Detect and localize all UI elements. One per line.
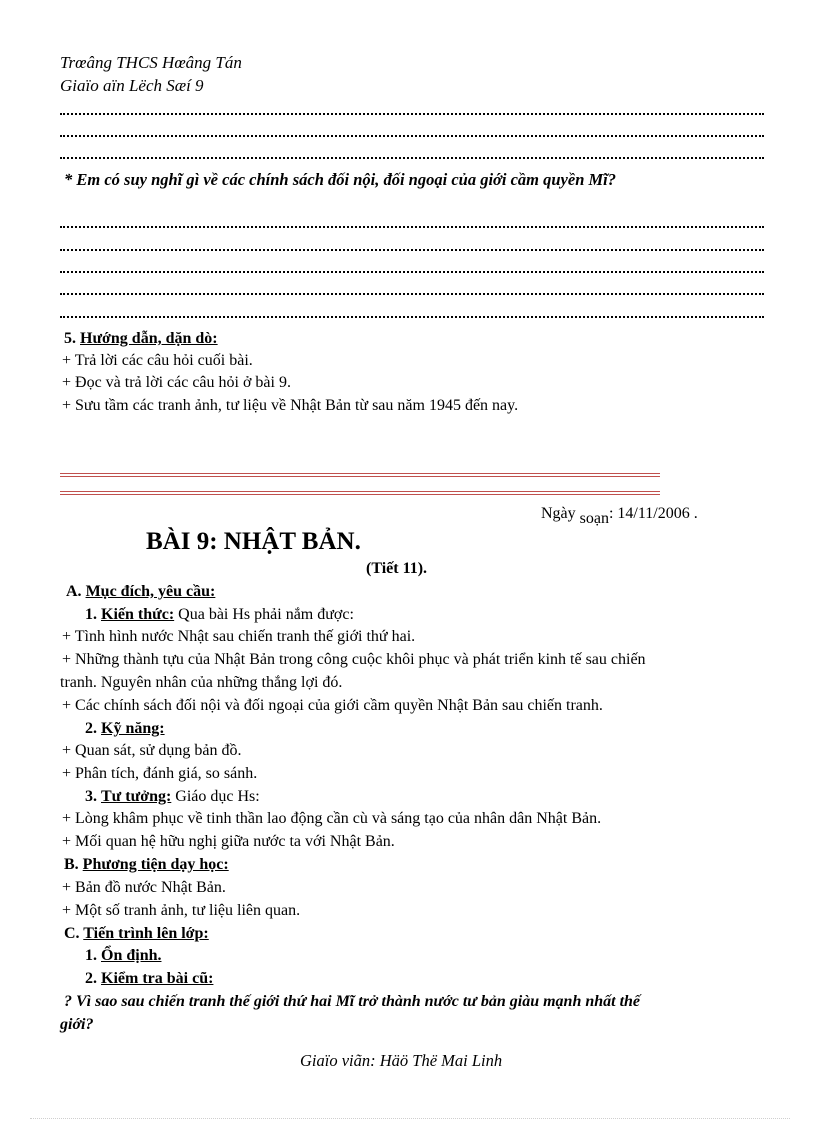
question-mi-policy: * Em có suy nghĩ gì về các chính sách đối nội, đối ngoại của giới cầm quyền Mĩ?: [64, 170, 617, 189]
answer-line: [60, 316, 764, 318]
review-question-line: giới?: [60, 1016, 94, 1033]
answer-line: [60, 113, 764, 115]
divider-line: [60, 494, 660, 495]
section-a2-heading: [85, 720, 165, 738]
attitude-item: + Lòng khâm phục về tinh thần lao động cần cù và sáng tạo của nhân dân Nhật Bản.: [62, 810, 602, 827]
answer-line: [60, 226, 764, 228]
section-c2-heading: [85, 970, 213, 988]
knowledge-item: tranh. Nguyên nhân của những thắng lợi đó.: [60, 674, 343, 691]
section-b-title: Phương tiện dạy học:: [82, 856, 229, 873]
lesson-plan-subject: Giaïo aïn Lëch Sæí 9: [60, 76, 204, 95]
section-c-title: Tiến trình lên lớp:: [83, 925, 209, 942]
preparation-date: [541, 505, 698, 527]
knowledge-item: + Các chính sách đối nội và đối ngoại của giới cầm quyền Nhật Bản sau chiến tranh.: [62, 697, 603, 714]
answer-line: [60, 135, 764, 137]
section-5-item: + Sưu tầm các tranh ảnh, tư liệu về Nhật Bản từ sau năm 1945 đến nay.: [62, 397, 519, 414]
section-5-title: Hướng dẫn, dặn dò:: [80, 330, 218, 347]
divider-line: [60, 476, 660, 477]
materials-item: + Bản đồ nước Nhật Bản.: [62, 879, 226, 896]
date-label: Ngày: [541, 505, 576, 522]
skill-item: + Quan sát, sử dụng bản đồ.: [62, 742, 242, 759]
knowledge-item: + Tình hình nước Nhật sau chiến tranh thế giới thứ hai.: [62, 628, 416, 645]
section-c2-number: 2.: [85, 970, 97, 987]
section-c1-number: 1.: [85, 947, 97, 964]
section-5-heading: [64, 330, 218, 348]
section-a3-heading: [85, 788, 260, 806]
section-a3-title: Tư tưởng:: [101, 788, 172, 805]
section-5-item: + Trả lời các câu hỏi cuối bài.: [62, 352, 253, 369]
section-5-item: + Đọc và trả lời các câu hỏi ở bài 9.: [62, 374, 291, 391]
section-a-title: Mục đích, yêu cầu:: [85, 583, 216, 600]
section-a1-heading: [85, 606, 354, 624]
knowledge-item: + Những thành tựu của Nhật Bản trong công cuộc khôi phục và phát triển kinh tế sau chiến: [62, 651, 646, 668]
review-question-line: ? Vì sao sau chiến tranh thế giới thứ hai Mĩ trở thành nước tư bản giàu mạnh nhất thế: [64, 993, 641, 1010]
section-a-heading: [66, 583, 215, 601]
lesson-title: BÀI 9: NHẬT BẢN.: [146, 528, 361, 555]
section-a2-number: 2.: [85, 720, 97, 737]
date-value: : 14/11/2006 .: [608, 505, 698, 522]
page-footer-rule: [30, 1118, 790, 1119]
attitude-item: + Mối quan hệ hữu nghị giữa nước ta với Nhật Bản.: [62, 833, 395, 850]
section-c1-title: Ổn định.: [101, 947, 162, 964]
section-a1-intro: Qua bài Hs phải nắm được:: [174, 606, 354, 623]
lesson-period: (Tiết 11).: [366, 560, 428, 577]
skill-item: + Phân tích, đánh giá, so sánh.: [62, 765, 258, 782]
teacher-name: Giaïo viãn: Häö Thë Mai Linh: [300, 1051, 503, 1070]
section-b-heading: [64, 856, 229, 874]
divider-line: [60, 473, 660, 474]
date-sub-label: soạn: [579, 510, 609, 527]
section-a3-intro: Giáo dục Hs:: [171, 788, 260, 805]
divider-line: [60, 491, 660, 492]
section-b-prefix: B.: [64, 856, 79, 873]
section-c1-heading: [85, 947, 161, 965]
section-5-number: 5.: [64, 330, 76, 347]
section-a1-title: Kiến thức:: [101, 606, 175, 623]
answer-line: [60, 271, 764, 273]
school-name: Trœâng THCS Hœâng Tán: [60, 53, 242, 72]
section-a1-number: 1.: [85, 606, 97, 623]
section-c-heading: [64, 925, 209, 943]
answer-line: [60, 249, 764, 251]
section-c-prefix: C.: [64, 925, 80, 942]
section-a2-title: Kỹ năng:: [101, 720, 165, 737]
section-c2-title: Kiểm tra bài cũ:: [101, 970, 214, 987]
answer-line: [60, 157, 764, 159]
materials-item: + Một số tranh ảnh, tư liệu liên quan.: [62, 902, 301, 919]
answer-line: [60, 293, 764, 295]
section-a3-number: 3.: [85, 788, 97, 805]
section-a-prefix: A.: [66, 583, 82, 600]
